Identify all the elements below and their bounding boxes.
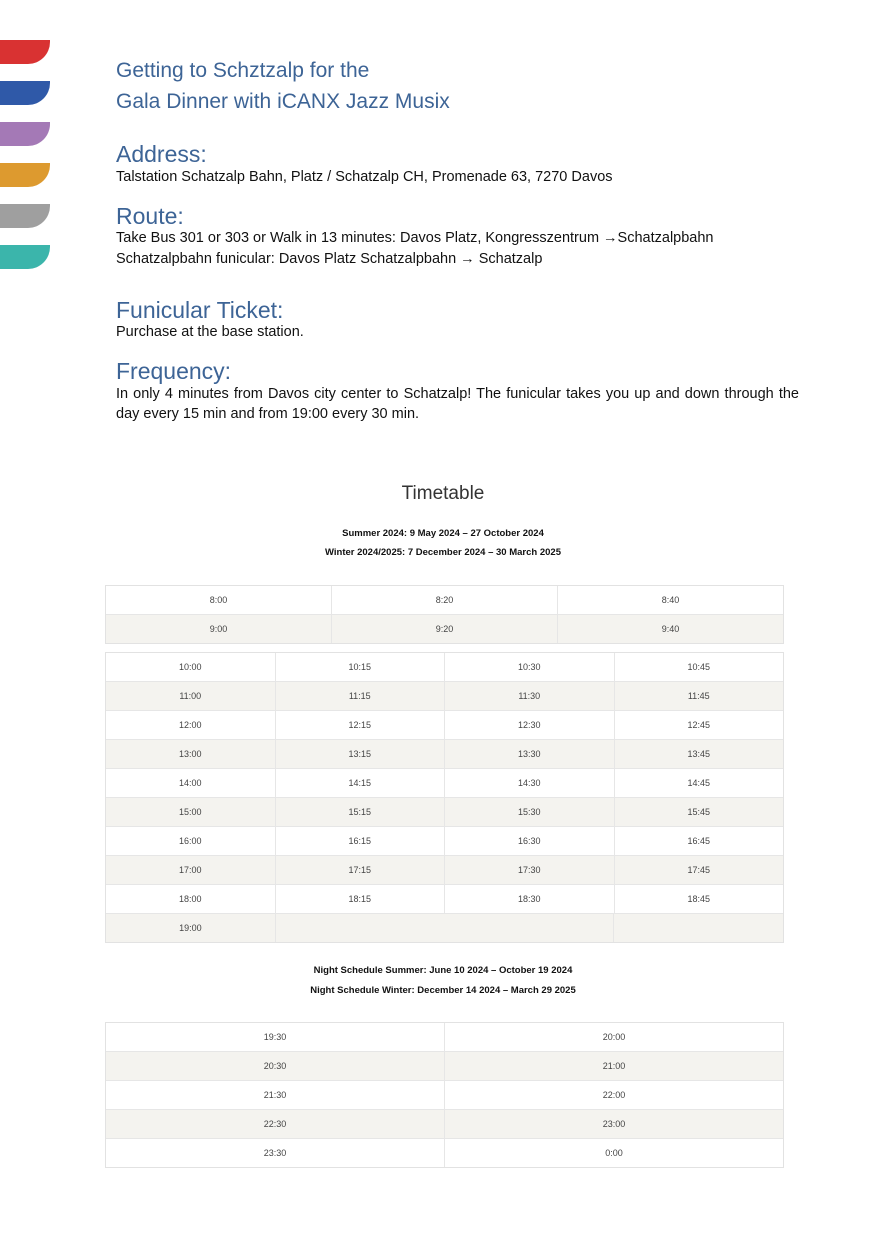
- table-row: [106, 1051, 783, 1080]
- time-cell: 12:30: [444, 711, 614, 739]
- summer-season: Summer 2024: 9 May 2024 – 27 October 2024: [342, 528, 544, 539]
- table-row: [106, 1138, 783, 1167]
- address-heading: Address:: [116, 141, 207, 167]
- time-cell: 8:20: [331, 586, 557, 614]
- ticket-text: Purchase at the base station.: [116, 324, 304, 340]
- time-cell: 17:30: [444, 856, 614, 884]
- table-row: [106, 855, 783, 884]
- time-cell: 10:45: [614, 653, 784, 681]
- time-cell: 12:15: [275, 711, 445, 739]
- time-cell: 21:00: [444, 1052, 783, 1080]
- table-row: [106, 710, 783, 739]
- time-cell: 15:00: [178, 807, 202, 817]
- time-cell: 11:15: [275, 682, 445, 710]
- time-cell: 14:45: [614, 769, 784, 797]
- table-row: [106, 1109, 783, 1138]
- time-cell: 19:30: [263, 1032, 287, 1042]
- timetable-title: Timetable: [401, 483, 485, 504]
- table-row: [106, 768, 783, 797]
- time-cell: 10:30: [444, 653, 614, 681]
- time-cell: 17:15: [275, 856, 445, 884]
- time-cell: 9:40: [557, 615, 783, 643]
- time-cell: 16:30: [444, 827, 614, 855]
- time-cell: 12:00: [178, 720, 202, 730]
- table-row: [106, 614, 783, 643]
- time-cell: 13:45: [614, 740, 784, 768]
- time-cell: 14:00: [178, 778, 202, 788]
- time-cell: 20:30: [263, 1061, 287, 1071]
- night-winter-season: Night Schedule Winter: December 14 2024 – March 29 2025: [310, 985, 576, 996]
- address-text: Talstation Schatzalp Bahn, Platz / Schatzalp CH, Promenade 63, 7270 Davos: [116, 169, 613, 185]
- night-timetable: [105, 1022, 784, 1168]
- teal-tab: [0, 245, 50, 269]
- time-cell: 22:30: [263, 1119, 287, 1129]
- time-cell: 15:15: [275, 798, 445, 826]
- time-cell: 9:00: [209, 624, 228, 634]
- empty-cell: [275, 914, 614, 942]
- morning-timetable: [105, 585, 784, 644]
- route-line2: Schatzalpbahn funicular: Davos Platz Schatzalpbahn → Schatzalp: [116, 251, 543, 267]
- table-row: [106, 653, 783, 681]
- table-row: [106, 586, 783, 614]
- time-cell: 16:15: [275, 827, 445, 855]
- time-cell: 20:00: [444, 1023, 783, 1051]
- empty-cell: [613, 914, 783, 942]
- time-cell: 22:00: [444, 1081, 783, 1109]
- red-tab: [0, 40, 50, 64]
- table-row: [106, 913, 783, 942]
- table-row: [106, 1080, 783, 1109]
- table-row: [106, 1023, 783, 1051]
- table-row: [106, 884, 783, 913]
- time-cell: 10:15: [275, 653, 445, 681]
- page-title-line1: Getting to Schztzalp for the: [116, 59, 370, 82]
- time-cell: 17:00: [178, 865, 202, 875]
- night-summer-season: Night Schedule Summer: June 10 2024 – October 19 2024: [313, 965, 573, 976]
- table-row: [106, 826, 783, 855]
- time-cell: 10:00: [178, 662, 202, 672]
- time-cell: 14:30: [444, 769, 614, 797]
- time-cell: 8:00: [209, 595, 228, 605]
- time-cell: 11:00: [179, 691, 202, 701]
- time-cell: 23:30: [263, 1148, 287, 1158]
- table-row: [106, 797, 783, 826]
- route-heading: Route:: [116, 203, 184, 229]
- time-cell: 17:45: [614, 856, 784, 884]
- time-cell: 13:30: [444, 740, 614, 768]
- time-cell: 12:45: [614, 711, 784, 739]
- day-timetable: [105, 652, 784, 943]
- frequency-heading: Frequency:: [116, 358, 232, 384]
- gray-tab: [0, 204, 50, 228]
- time-cell: 14:15: [275, 769, 445, 797]
- purple-tab: [0, 122, 50, 146]
- winter-season: Winter 2024/2025: 7 December 2024 – 30 March 2025: [325, 547, 561, 558]
- time-cell: 19:00: [179, 923, 202, 933]
- route-line1: Take Bus 301 or 303 or Walk in 13 minutes: Davos Platz, Kongresszentrum →Schatzalpbahn: [116, 230, 714, 246]
- time-cell: 9:20: [331, 615, 557, 643]
- time-cell: 18:15: [275, 885, 445, 913]
- time-cell: 16:45: [614, 827, 784, 855]
- time-cell: 21:30: [263, 1090, 287, 1100]
- time-cell: 16:00: [178, 836, 202, 846]
- page-title-line2: Gala Dinner with iCANX Jazz Musix: [116, 90, 450, 113]
- blue-tab: [0, 81, 50, 105]
- orange-tab: [0, 163, 50, 187]
- time-cell: 23:00: [444, 1110, 783, 1138]
- time-cell: 13:15: [275, 740, 445, 768]
- frequency-text: In only 4 minutes from Davos city center to Schatzalp! The funicular takes you up and down through the day every 15 min and from 19:00 every 30 min.: [116, 386, 799, 422]
- table-row: [106, 681, 783, 710]
- time-cell: 18:30: [444, 885, 614, 913]
- table-row: [106, 739, 783, 768]
- time-cell: 18:00: [178, 894, 202, 904]
- time-cell: 8:40: [557, 586, 783, 614]
- time-cell: 18:45: [614, 885, 784, 913]
- time-cell: 11:45: [614, 682, 784, 710]
- time-cell: 13:00: [178, 749, 202, 759]
- time-cell: 15:30: [444, 798, 614, 826]
- time-cell: 15:45: [614, 798, 784, 826]
- time-cell: 0:00: [444, 1139, 783, 1167]
- ticket-heading: Funicular Ticket:: [116, 297, 284, 323]
- time-cell: 11:30: [444, 682, 614, 710]
